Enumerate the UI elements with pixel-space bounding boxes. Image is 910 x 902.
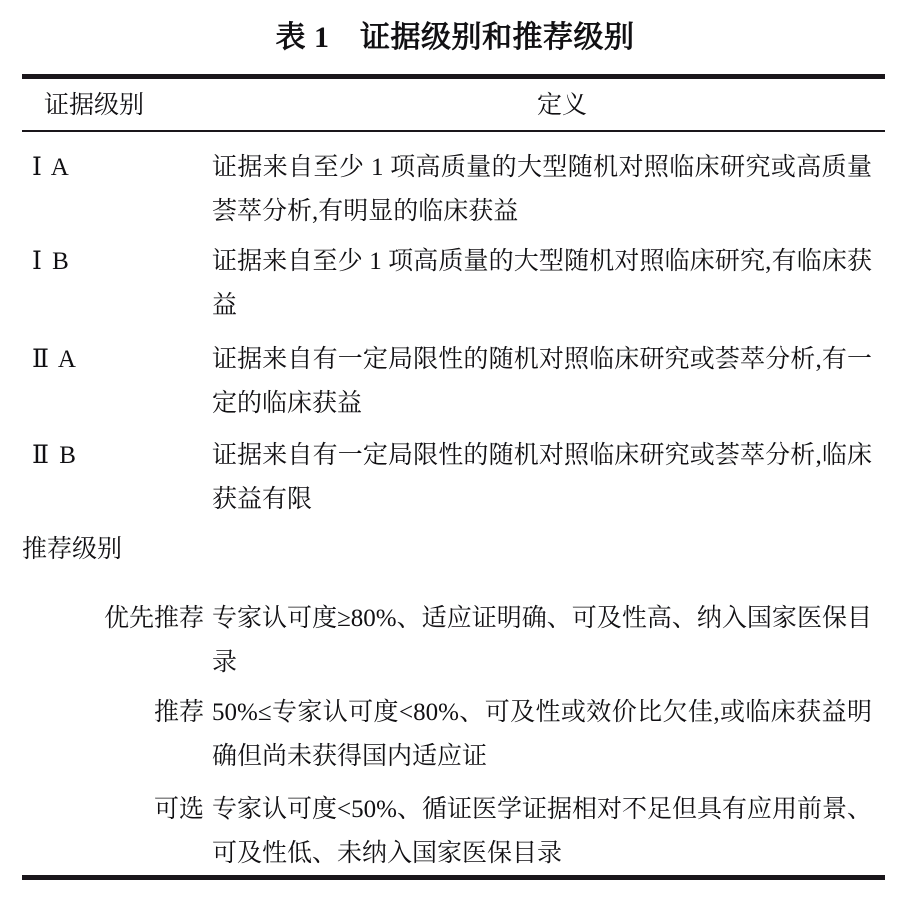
evidence-level-label: Ⅱ B xyxy=(32,442,78,469)
recommendation-level-definition: 专家认可度≥80%、适应证明确、可及性高、纳入国家医保目录 xyxy=(212,605,872,676)
recommendation-level-label: 优先推荐 xyxy=(103,605,204,632)
table-header-row xyxy=(22,86,885,126)
table-bottom-rule xyxy=(22,875,885,880)
evidence-level-definition: 证据来自有一定局限性的随机对照临床研究或荟萃分析,临床获益有限 xyxy=(212,442,872,513)
evidence-level-label: Ⅰ A xyxy=(32,154,71,181)
evidence-level-label: Ⅰ B xyxy=(32,248,71,275)
section-heading-recommendation-level: 推荐级别 xyxy=(22,536,123,563)
column-header-definition: 定义 xyxy=(536,92,587,119)
recommendation-level-definition: 专家认可度<50%、循证医学证据相对不足但具有应用前景、可及性低、未纳入国家医保目录 xyxy=(212,796,872,867)
evidence-level-definition: 证据来自至少 1 项高质量的大型随机对照临床研究或高质量荟萃分析,有明显的临床获益 xyxy=(212,154,872,225)
evidence-level-definition: 证据来自有一定局限性的随机对照临床研究或荟萃分析,有一定的临床获益 xyxy=(212,346,872,417)
evidence-level-definition: 证据来自至少 1 项高质量的大型随机对照临床研究,有临床获益 xyxy=(212,248,872,319)
recommendation-level-definition: 50%≤专家认可度<80%、可及性或效价比欠佳,或临床获益明确但尚未获得国内适应证 xyxy=(212,699,872,770)
evidence-level-label: Ⅱ A xyxy=(32,346,78,373)
table-top-rule xyxy=(22,74,885,79)
table-header-rule xyxy=(22,130,885,132)
table-title: 表 1 证据级别和推荐级别 xyxy=(275,21,635,54)
column-header-evidence-level: 证据级别 xyxy=(44,92,145,119)
recommendation-level-label: 可选 xyxy=(153,796,204,823)
recommendation-level-label: 推荐 xyxy=(153,699,204,726)
